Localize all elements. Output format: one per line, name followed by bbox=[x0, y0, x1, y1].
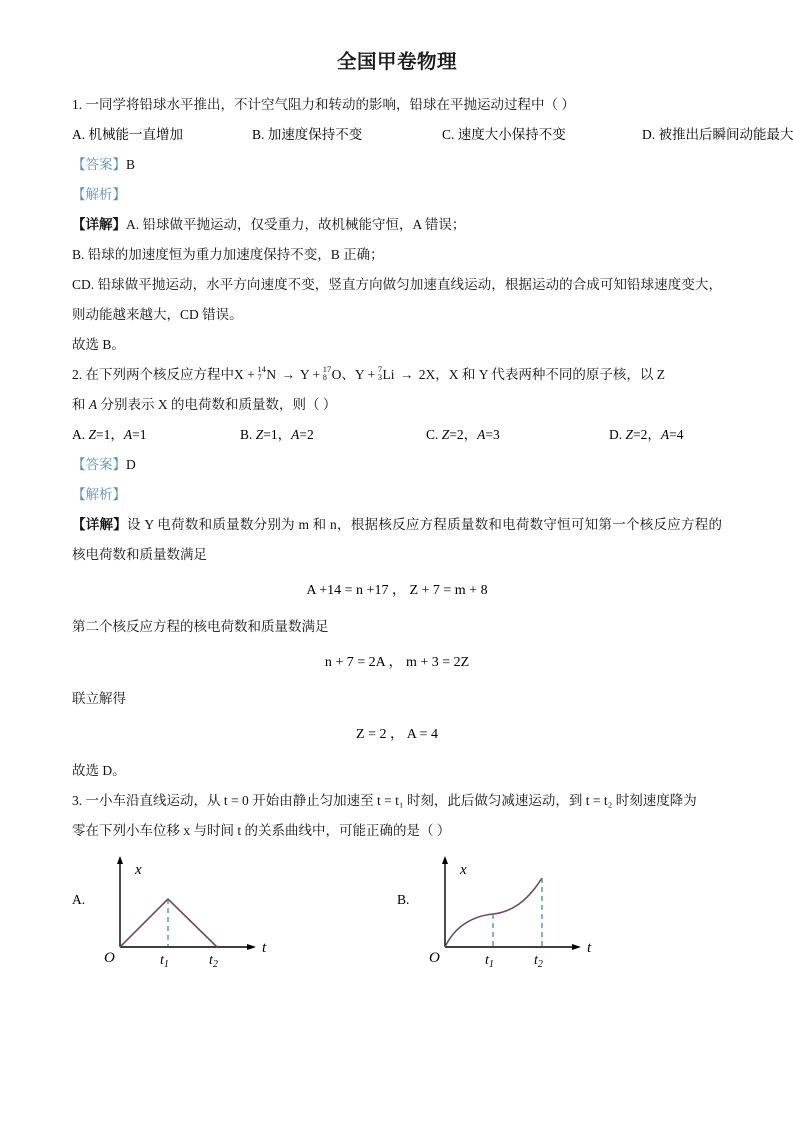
x-axis-arrow-icon bbox=[247, 944, 256, 950]
nuclide-li7: 7 3 bbox=[377, 364, 383, 383]
question-1-detail-line-1 bbox=[72, 210, 722, 240]
stem-line2-suffix: 分别表示 X 的电荷数和质量数，则（ ） bbox=[100, 397, 337, 412]
question-2-options bbox=[72, 420, 722, 450]
y-axis-arrow-icon bbox=[442, 856, 448, 864]
nuclide-o17: 17 8 bbox=[322, 364, 332, 383]
question-3-figure-b bbox=[397, 852, 627, 967]
answer-value: D bbox=[126, 457, 136, 472]
tick-label-t1: $t_1$ bbox=[485, 953, 494, 967]
answer-tag: 【答案】 bbox=[72, 457, 126, 472]
question-1-detail-line-4: 故选 B。 bbox=[72, 337, 125, 352]
answer-tag: 【答案】 bbox=[72, 157, 126, 172]
stem-line2-prefix: 和 bbox=[72, 397, 86, 412]
question-2-formula-1: A +14 = n +17 ， Z + 7 = m + 8 bbox=[306, 583, 488, 598]
nuclide-n14: 14 7 bbox=[257, 364, 266, 383]
question-2-separator: 、 bbox=[341, 367, 355, 382]
question-2-equation-1: X + 14 7 N → Y + 17 8 O bbox=[234, 364, 342, 383]
question-2-detail-text-2: 第二个核反应方程的核电荷数和质量数满足 bbox=[72, 619, 329, 634]
figure-b-label: B. bbox=[397, 892, 410, 907]
variable-a: A bbox=[88, 397, 98, 412]
analysis-tag: 【解析】 bbox=[72, 187, 126, 202]
question-2-stem-mid: ，X 和 Y 代表两种不同的原子核，以 Z bbox=[435, 367, 666, 382]
y-axis-arrow-icon bbox=[117, 856, 123, 864]
question-1-stem: 1. 一同学将铅球水平推出，不计空气阻力和转动的影响，铅球在平抛运动过程中（ ） bbox=[72, 97, 575, 112]
question-2-option-c[interactable]: C. Z=2，A=3 bbox=[426, 427, 500, 442]
question-3-figure-a bbox=[72, 852, 302, 967]
tick-label-t1: $t_1$ bbox=[160, 953, 169, 967]
question-2-option-d[interactable]: D. Z=2，A=4 bbox=[609, 427, 684, 442]
question-1-option-a[interactable]: A. 机械能一直增加 bbox=[72, 127, 183, 142]
figure-a-label: A. bbox=[72, 892, 86, 907]
question-1-analysis-line bbox=[72, 180, 722, 210]
origin-label: O bbox=[429, 950, 440, 966]
answer-value: B bbox=[126, 157, 136, 172]
question-2-stem-line-2 bbox=[72, 390, 722, 420]
question-1-options bbox=[72, 120, 793, 150]
question-2-stem bbox=[72, 360, 722, 390]
detail-tag: 【详解】 bbox=[72, 217, 126, 232]
question-1-option-d[interactable]: D. 被推出后瞬间动能最大 bbox=[642, 127, 793, 142]
analysis-tag: 【解析】 bbox=[72, 487, 126, 502]
question-2-option-a[interactable]: A. Z=1，A=1 bbox=[72, 427, 147, 442]
question-2-option-b[interactable]: B. Z=1，A=2 bbox=[240, 427, 314, 442]
question-2-analysis-line bbox=[72, 480, 722, 510]
y-axis-label: x bbox=[135, 862, 142, 878]
figure-b-plot bbox=[397, 852, 627, 967]
tick-label-t2: $t_2$ bbox=[209, 953, 218, 967]
question-2-formula-2: n + 7 = 2A ， m + 3 = 2Z bbox=[324, 655, 470, 670]
x-axis-label: t bbox=[262, 940, 267, 956]
question-2-formula-3: Z = 2 ， A = 4 bbox=[356, 727, 438, 742]
question-1-option-b[interactable]: B. 加速度保持不变 bbox=[252, 127, 363, 142]
x-axis-label: t bbox=[587, 940, 592, 956]
page-title: 全国甲卷物理 bbox=[336, 50, 457, 73]
question-3-stem-line-2: 零在下列小车位移 x 与时间 t 的关系曲线中，可能正确的是（ ） bbox=[72, 823, 451, 838]
origin-label: O bbox=[104, 950, 115, 966]
question-1-detail-line-3: CD. 铅球做平抛运动，水平方向速度不变，竖直方向做匀加速直线运动，根据运动的合成可知铅球速度变大，则动能越来越大，CD 错误。 bbox=[72, 277, 722, 322]
question-2-detail-text-3: 联立解得 bbox=[72, 691, 126, 706]
question-2-stem-prefix: 2. 在下列两个核反应方程中 bbox=[72, 367, 234, 382]
question-3-stem-line-1: 3. 一小车沿直线运动，从 t = 0 开始由静止匀加速至 t = t₁ 时刻，此后做匀减速运动，到 t = t₂ 时刻速度降为 bbox=[72, 793, 697, 808]
question-1-option-c[interactable]: C. 速度大小保持不变 bbox=[442, 127, 566, 142]
question-1-detail-line-2: B. 铅球的加速度恒为重力加速度保持不变，B 正确； bbox=[72, 247, 384, 262]
question-2-detail-text-4: 故选 D。 bbox=[72, 763, 126, 778]
question-2-detail-text-1 bbox=[72, 510, 722, 570]
detail-text: 设 Y 电荷数和质量数分别为 m 和 n，根据核反应方程质量数和电荷数守恒可知第一个核反应方程的核电荷数和质量数满足 bbox=[72, 517, 722, 562]
question-1-answer-line bbox=[72, 150, 722, 180]
question-3-figures bbox=[72, 852, 722, 972]
detail-tag: 【详解】 bbox=[72, 517, 128, 532]
question-2-equation-2: Y + 7 3 Li → 2X bbox=[354, 364, 436, 383]
document-content bbox=[72, 46, 793, 972]
detail-text: A. 铅球做平抛运动，仅受重力，故机械能守恒，A 错误； bbox=[126, 217, 466, 232]
tick-label-t2: $t_2$ bbox=[534, 953, 543, 967]
x-axis-arrow-icon bbox=[572, 944, 581, 950]
y-axis-label: x bbox=[460, 862, 467, 878]
question-2-answer-line bbox=[72, 450, 722, 480]
figure-a-plot bbox=[72, 852, 302, 967]
